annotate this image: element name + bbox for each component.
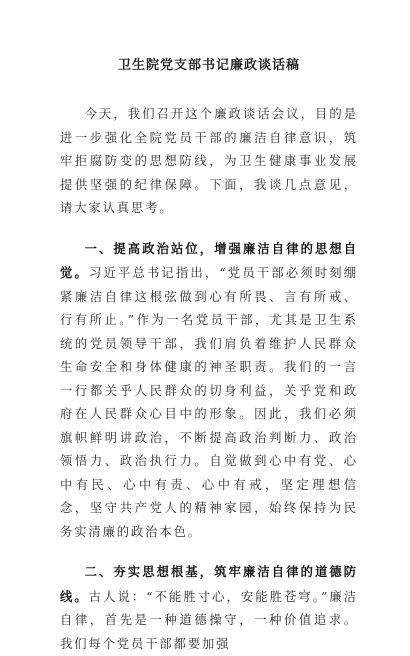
section-1-body: 习近平总书记指出，“党员干部必须时刻绷紧廉洁自律这根弦做到心有所畏、言有所戒、行有所止。”作为一名党员干部，尤其是卫生系统的党员领导干部，我们肩负着维护人民群众生命安全和身体健康的神圣职责。我们的一言一行都关乎人民群众的切身利益，关乎党和政府在人民群众心目中的形象。因此，我们必须旗帜鲜明讲政治，不断提高政治判断力、政治领悟力、政治执行力。自觉做到心中有党、心中有民、心中有责、心中有戒，坚定理想信念，坚守共产党人的精神家园，始终保持为民务实清廉的政治本色。: [60, 266, 358, 539]
section-2-paragraph: [60, 560, 358, 656]
intro-paragraph: 今天，我们召开这个廉政谈话会议，目的是进一步强化全院党员干部的廉洁自律意识，筑牢拒腐防变的思想防线，为卫生健康事业发展提供坚强的纪律保障。下面，我谈几点意见，请大家认真思考。: [60, 107, 358, 215]
section-2-heading: 二、夯实思想根基，筑牢廉洁自律的道德防线。: [60, 564, 358, 604]
section-2-body: 古人说：“不能胜寸心，安能胜苍穹。”廉洁自律，首先是一种道德操守，一种价值追求。我们每个党员干部都要加强: [60, 589, 358, 651]
document-title: 卫生院党支部书记廉政谈话稿: [117, 58, 300, 73]
section-1-paragraph: [60, 237, 358, 545]
section-1-heading: 一、提高政治站位，增强廉洁自律的思想自觉。: [60, 240, 358, 280]
